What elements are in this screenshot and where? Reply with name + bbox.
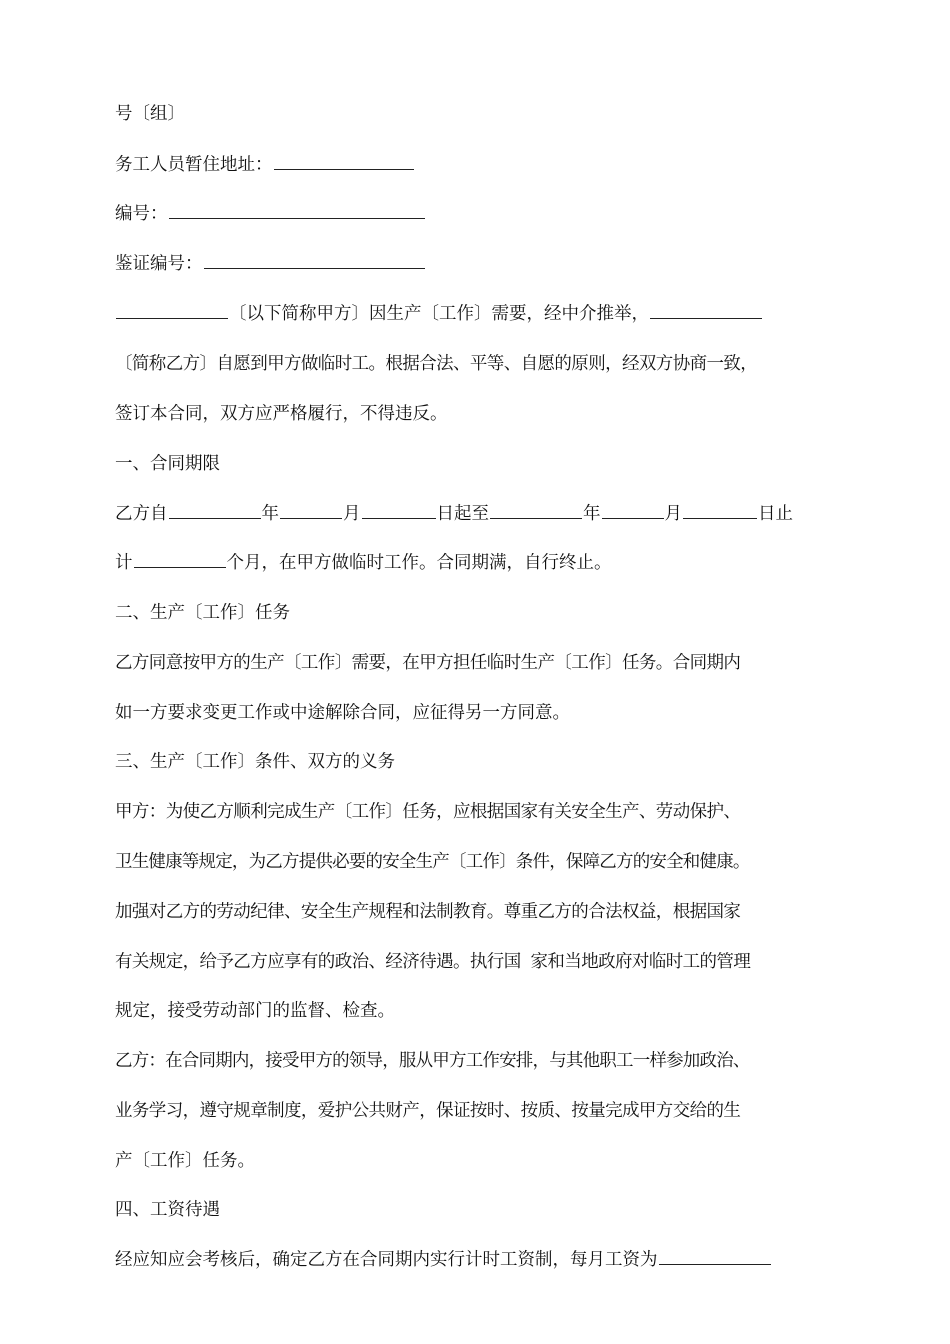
text-line xyxy=(115,648,840,678)
fill-in-blank-day[interactable] xyxy=(362,502,436,519)
text-line xyxy=(115,996,840,1026)
text-segment: 卫生健康等规定，为乙方提供必要的安全生产〔工作〕条件，保障乙方的安全和健康。 xyxy=(115,852,750,872)
text-segment: 乙方：在合同期内，接受甲方的领导，服从甲方工作安排，与其他职工一样参加政治、 xyxy=(115,1051,750,1071)
text-line xyxy=(115,99,840,129)
text-line xyxy=(115,199,840,229)
text-segment: 号〔组〕 xyxy=(115,104,185,124)
text-segment: 年 xyxy=(583,504,601,524)
text-line xyxy=(115,150,840,180)
text-line xyxy=(115,548,840,578)
fill-in-blank-monthly-wage[interactable] xyxy=(659,1248,771,1265)
fill-in-blank[interactable] xyxy=(169,202,425,219)
text-segment: 业务学习，遵守规章制度，爱护公共财产，保证按时、按质、按量完成甲方交给的生 xyxy=(115,1101,741,1121)
text-segment: 产〔工作〕任务。 xyxy=(115,1151,255,1171)
text-segment: 乙方自 xyxy=(115,504,168,524)
section-heading xyxy=(115,1195,840,1225)
text-segment: 甲方：为使乙方顺利完成生产〔工作〕任务，应根据国家有关安全生产、劳动保护、 xyxy=(115,802,741,822)
fill-in-blank-months[interactable] xyxy=(134,551,226,568)
text-line xyxy=(115,947,840,977)
text-segment: 经应知应会考核后，确定乙方在合同期内实行计时工资制，每月工资为 xyxy=(115,1250,658,1270)
text-segment: 如一方要求变更工作或中途解除合同，应征得另一方同意。 xyxy=(115,703,570,723)
fill-in-blank-party-a[interactable] xyxy=(116,302,228,319)
text-segment: 计 xyxy=(115,553,133,573)
text-segment: 个月，在甲方做临时工作。合同期满，自行终止。 xyxy=(226,553,612,573)
fill-in-blank-year[interactable] xyxy=(490,502,582,519)
text-line xyxy=(115,299,840,329)
heading-conditions-obligations: 三、生产〔工作〕条件、双方的义务 xyxy=(115,752,395,772)
fill-in-blank-day[interactable] xyxy=(683,502,757,519)
text-segment: 〔简称乙方〕自愿到甲方做临时工。根据合法、平等、自愿的原则，经双方协商一致， xyxy=(115,354,758,374)
fill-in-blank-year[interactable] xyxy=(169,502,261,519)
text-segment: 月 xyxy=(664,504,682,524)
text-line xyxy=(115,698,840,728)
section-heading xyxy=(115,449,840,479)
text-line xyxy=(115,897,840,927)
text-segment: 日起至 xyxy=(436,504,489,524)
text-line xyxy=(115,1245,840,1275)
text-line xyxy=(115,499,840,529)
text-line xyxy=(115,1146,840,1176)
label-verification-number: 鉴证编号： xyxy=(115,254,203,274)
section-heading xyxy=(115,747,840,777)
text-line xyxy=(115,1096,840,1126)
text-segment: 月 xyxy=(343,504,361,524)
label-number: 编号： xyxy=(115,204,168,224)
heading-production-task: 二、生产〔工作〕任务 xyxy=(115,603,290,623)
fill-in-blank[interactable] xyxy=(204,252,425,269)
text-segment: 乙方同意按甲方的生产〔工作〕需要，在甲方担任临时生产〔工作〕任务。合同期内 xyxy=(115,653,741,673)
text-line xyxy=(115,399,840,429)
section-heading xyxy=(115,598,840,628)
text-line xyxy=(115,249,840,279)
text-segment: 规定，接受劳动部门的监督、检查。 xyxy=(115,1001,395,1021)
text-segment: 有关规定，给予乙方应享有的政治、经济待遇。执行国 家和当地政府对临时工的管理 xyxy=(115,952,751,972)
text-segment: 日止 xyxy=(758,504,793,524)
text-segment: 签订本合同，双方应严格履行，不得违反。 xyxy=(115,404,448,424)
text-line xyxy=(115,797,840,827)
text-line xyxy=(115,349,840,379)
heading-wages: 四、工资待遇 xyxy=(115,1200,220,1220)
fill-in-blank-month[interactable] xyxy=(602,502,664,519)
fill-in-blank-month[interactable] xyxy=(280,502,342,519)
label-temporary-address: 务工人员暂住地址： xyxy=(115,155,273,175)
text-line xyxy=(115,1046,840,1076)
text-segment: 加强对乙方的劳动纪律、安全生产规程和法制教育。尊重乙方的合法权益，根据国家 xyxy=(115,902,741,922)
heading-contract-term: 一、合同期限 xyxy=(115,454,220,474)
text-segment: 〔以下简称甲方〕因生产〔工作〕需要，经中介推举， xyxy=(229,304,649,324)
fill-in-blank-party-b[interactable] xyxy=(650,302,762,319)
fill-in-blank[interactable] xyxy=(274,153,414,170)
text-segment: 年 xyxy=(261,504,279,524)
text-line xyxy=(115,847,840,877)
